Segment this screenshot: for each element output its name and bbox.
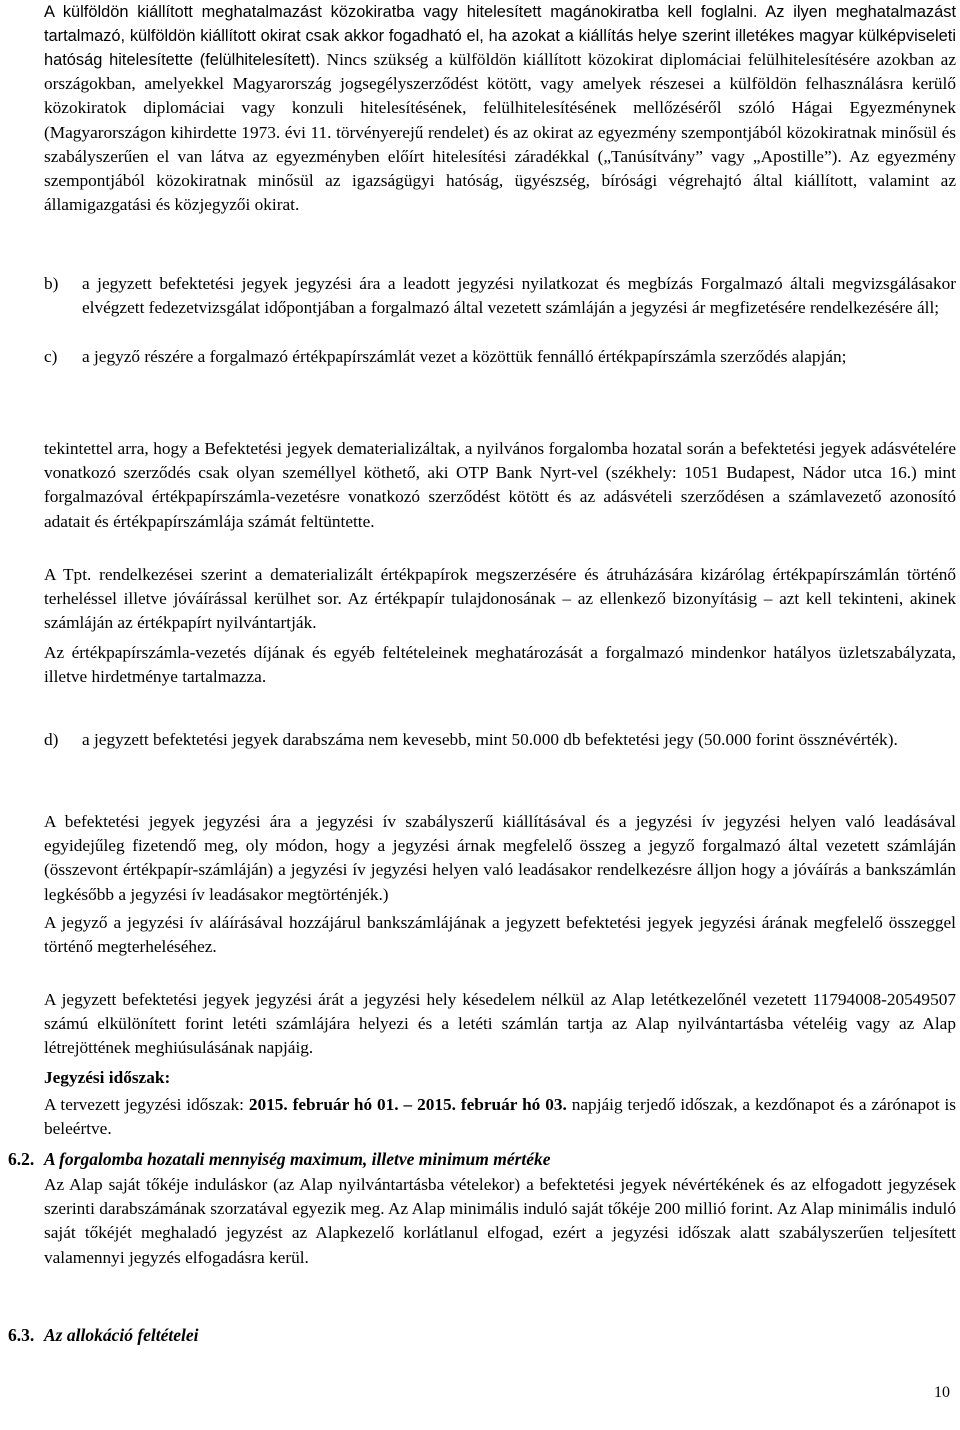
section-title: A forgalomba hozatali mennyiség maximum, illetve minimum mértéke: [44, 1149, 551, 1169]
section-number: 6.3.: [8, 1325, 35, 1345]
list-item-d: [44, 728, 956, 752]
paragraph-6-2: Az Alap saját tőkéje induláskor (az Alap nyilvántartásba vételekor) a befektetési jegyek névértékének és az elfogadott jegyzések szerinti darabszámának szorzatával egyezik meg. Az Alap minimális induló saját tőkéje 200 millió forint. Az Alap minimális induló saját tőkéjét meghaladó jegyzést az Alapkezelő korlátlanul elfogad, ezért a jegyzési időszak alatt szabályszerűen teljesített valamennyi jegyzés elfogadásra kerül.: [44, 1175, 956, 1267]
paragraph-meghatalmazas-part2: Nincs szükség a külföldön kiállított közokirat diplomáciai felülhitelesítésére azokban az országokban, amelyekkel Magyarország jogsegélyszerződést kötött, vagy amelyek részesei a külföldön felhasználásra kerülő közokiratok diplomáciai vagy konzuli hitelesítésének, felülhitelesítésének mellőzéséről szóló Hágai Egyezménynek (Magyarországon kihirdette 1973. évi 11. törvényerejű rendelet) és az okirat az egyezmény szempontjából közokiratnak minősül és szabályszerűen el van látva az egyezményben előírt hitelesítési záradékkal („Tanúsítvány” vagy „Apostille”). Az egyezmény szempontjából közokiratnak minősül az igazságügyi hatóság, ügyészség, bírósági végrehajtó által kiállított, valamint az államigazgatási és közjegyzői okirat.: [44, 50, 956, 215]
section-heading-6-3: [8, 1323, 956, 1347]
list-item-text: a jegyzett befektetési jegyek darabszáma nem kevesebb, mint 50.000 db befektetési jegy (50.000 forint össznévérték).: [82, 730, 898, 749]
list-item-text: a jegyzett befektetési jegyek jegyzési ára a leadott jegyzési nyilatkozat és megbízás Forgalmazó általi megvizsgálásakor elvégzett fedezetvizsgálat időpontjában a forgalmazó által vezetett számláján a jegyzési ár megfizetésére rendelkezésére áll;: [82, 274, 956, 318]
list-item-text: a jegyző részére a forgalmazó értékpapírszámlát vezet a közöttük fennálló értékpapírszámla szerződés alapján;: [82, 347, 847, 366]
period-text-post: napjáig terjedő időszak, a kezdőnapot és a zárónapot is beleértve.: [44, 1095, 956, 1139]
section-title: Az allokáció feltételei: [44, 1325, 199, 1345]
paragraph-alairas: A jegyző a jegyzési ív aláírásával hozzájárul bankszámlájának a jegyzett befektetési jegyek jegyzési árának megfelelő összeggel történő megterheléséhez.: [44, 913, 956, 957]
list-item-label: b): [44, 274, 59, 293]
paragraph-tpt: A Tpt. rendelkezései szerint a dematerializált értékpapírok megszerzésére és átruházására kizárólag értékpapírszámlán történő terheléssel illetve jóváírással kerülhet sor. Az értékpapír tulajdonosának – az ellenkező bizonyításig – azt kell tekinteni, akinek számláján az értékpapírt nyilvántartják.: [44, 565, 956, 633]
paragraph-dijak: Az értékpapírszámla-vezetés díjának és egyéb feltételeinek meghatározását a forgalmazó mindenkor hatályos üzletszabályzata, illetve hirdetménye tartalmazza.: [44, 643, 956, 687]
paragraph-meghatalmazas: [44, 0, 956, 217]
heading-jegyzesi-idoszak: Jegyzési időszak:: [44, 1068, 171, 1087]
list-item-label: d): [44, 730, 59, 749]
section-number: 6.2.: [8, 1149, 35, 1169]
paragraph-jegyzesi-idoszak: [44, 1093, 956, 1141]
list-item-label: c): [44, 347, 58, 366]
paragraph-meghatalmazas-part1: A külföldön kiállított meghatalmazást közokiratba vagy hitelesített magánokiratba kell foglalni. Az ilyen meghatalmazást tartalmazó, külföldön kiállított okirat csak akkor fogadható el, ha azokat a kiállítás helye szerint illetékes magyar külképviseleti hatóság hitelesítette (felülhitelesített).: [44, 3, 956, 69]
list-item-b: [44, 272, 956, 320]
period-dates: 2015. február hó 01. – 2015. február hó 03.: [248, 1095, 567, 1114]
paragraph-jegyzesi-ar: A befektetési jegyek jegyzési ára a jegyzési ív szabályszerű kiállításával és a jegyzési ív jegyzési helyen való leadásával egyidejűleg fizetendő meg, oly módon, hogy a jegyzési árnak megfelelő összeg a jegyző forgalmazó által vezetett számláján (összevont értékpapír-számláján) a jegyzési ív jegyzési helyen való leadásakor rendelkezésre álljon hogy a jóváírás a bankszámlán legkésőbb a jegyzési ív leadásakor megtörténjék.): [44, 812, 956, 904]
list-item-c: [44, 345, 956, 369]
paragraph-tekintettel: tekintettel arra, hogy a Befektetési jegyek dematerializáltak, a nyilvános forgalomba hozatal során a befektetési jegyek adásvételére vonatkozó szerződés csak olyan személlyel köthető, aki OTP Bank Nyrt-vel (székhely: 1051 Budapest, Nádor utca 16.) mint forgalmazóval értékpapírszámla-vezetésre vonatkozó szerződést kötött és az adásvételi szerződésen a számlavezető azonosító adatait és értékpapírszámlája számát feltüntette.: [44, 439, 956, 531]
paragraph-letet: A jegyzett befektetési jegyek jegyzési árát a jegyzési hely késedelem nélkül az Alap letétkezelőnél vezetett 11794008-20549507 számú elkülönített forint letéti számlájára helyezi és a letéti számlán tartja az Alap nyilvántartásba vételéig vagy az Alap létrejöttének meghiúsulásának napjáig.: [44, 990, 956, 1058]
page-number: 10: [934, 1384, 950, 1401]
section-heading-6-2: [8, 1147, 956, 1171]
period-text-pre: A tervezett jegyzési időszak:: [44, 1095, 249, 1114]
